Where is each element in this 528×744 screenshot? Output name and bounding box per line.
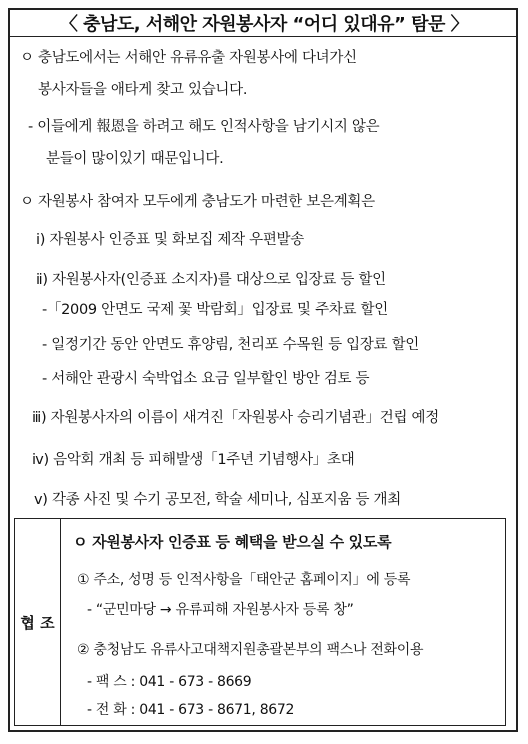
list-subitem-ii-c: - 서해안 관광시 숙박업소 요금 일부할인 방안 검토 등 (42, 371, 370, 387)
fax-number: - 팩 스 : 041 - 673 - 8669 (87, 674, 252, 690)
paragraph-2-cont: 분들이 많이있기 때문입니다. (46, 151, 224, 167)
list-item-i: ⅰ) 자원봉사 인증표 및 화보집 제작 우편발송 (36, 232, 304, 248)
list-subitem-ii-a: -「2009 안면도 국제 꽃 박람회」입장료 및 주차료 할인 (42, 302, 388, 318)
paragraph-1-cont: 봉사자들을 애타게 찾고 있습니다. (38, 82, 248, 98)
cooperation-label: 협 조 (15, 519, 61, 725)
list-item-ii: ⅱ) 자원봉사자(인증표 소지자)를 대상으로 입장료 등 할인 (36, 272, 386, 288)
cooperation-item-2: ② 충청남도 유류사고대책지원총괄본부의 팩스나 전화이용 (77, 642, 424, 658)
title-divider (8, 36, 518, 37)
cooperation-item-1-detail: - “군민마당 → 유류피해 자원봉사자 등록 창” (87, 602, 354, 618)
cooperation-item-1: ① 주소, 성명 등 인적사항을「태안군 홈페이지」에 등록 (77, 572, 411, 588)
page-title: 〈 충남도, 서해안 자원봉사자 “어디 있대유” 탐문 〉 (59, 14, 469, 35)
phone-number: - 전 화 : 041 - 673 - 8671, 8672 (87, 702, 295, 718)
paragraph-1: ㅇ 충남도에서는 서해안 유류유출 자원봉사에 다녀가신 (20, 50, 357, 66)
paragraph-3: ㅇ 자원봉사 참여자 모두에게 충남도가 마련한 보은계획은 (20, 194, 375, 210)
cooperation-box (14, 518, 506, 726)
list-subitem-ii-b: - 일정기간 동안 안면도 휴양림, 천리포 수목원 등 입장료 할인 (42, 337, 419, 353)
list-item-iii: ⅲ) 자원봉사자의 이름이 새겨진「자원봉사 승리기념관」건립 예정 (32, 410, 439, 426)
cooperation-heading: ㅇ 자원봉사자 인증표 등 혜택을 받으실 수 있도록 (73, 533, 392, 551)
list-item-v: ⅴ) 각종 사진 및 수기 공모전, 학술 세미나, 심포지움 등 개최 (34, 492, 401, 508)
list-item-iv: ⅳ) 음악회 개최 등 피해발생「1주년 기념행사」초대 (32, 452, 355, 468)
paragraph-2: - 이들에게 報恩을 하려고 해도 인적사항을 남기시지 않은 (28, 119, 380, 135)
